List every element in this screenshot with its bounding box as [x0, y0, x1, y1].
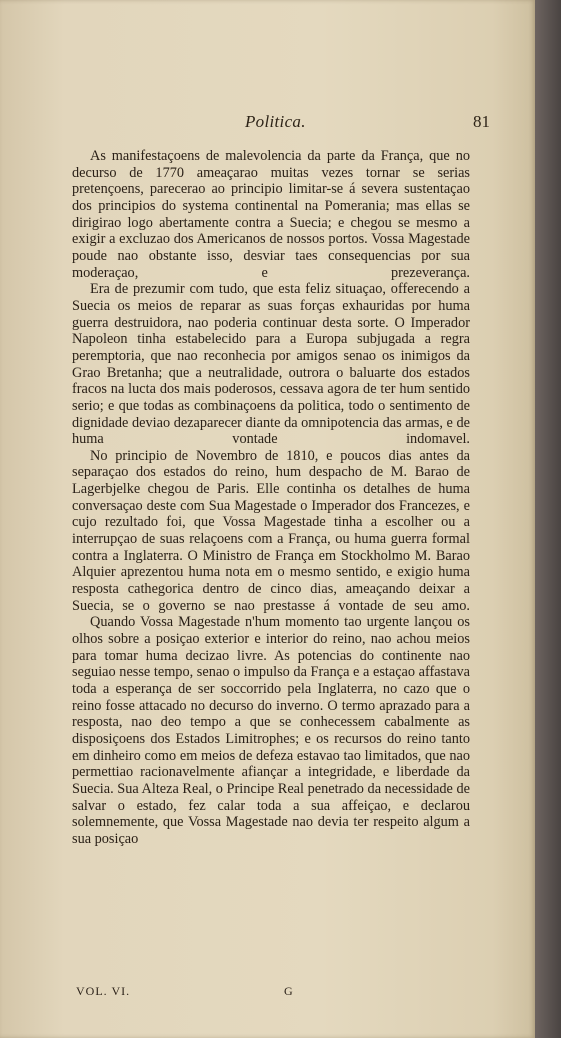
volume-label: VOL. VI.: [76, 984, 131, 998]
paragraph: As manifestaçoens de malevolencia da parte da França, que no decurso de 1770 ameaçarao muitas vezes tornar se serias pretençoens, parecerao ao principio limitar-se á severa sustentaçao dos principios do systema continental na Pomerania; mas ellas se dirigirao logo abertamente contra a Suecia; e chegou se mesmo a exigir a excluzao dos Americanos de nossos portos. Vossa Magestade poude nao obstante isso, desviar taes consequencias por sua moderaçao, e prezeverança.: [72, 148, 470, 281]
paragraph: Era de prezumir com tudo, que esta feliz situaçao, offerecendo a Suecia os meios de reparar as suas forças exhauridas por huma guerra destruidora, nao poderia continuar desta sorte. O Imperador Napoleon tinha estabelecido para a Europa subjugada a regra peremptoria, que nao reconhecia por amigos senao os inimigos da Grao Bretanha; que a neutralidade, outrora o baluarte dos estados fracos na lucta dos mais poderosos, cessava agora de ter hum sentido serio; e que todas as combinaçoens da politica, todo o sentimento de dignidade deviao dezaparecer diante da omnipotencia das armas, e de huma vontade indomavel.: [72, 281, 470, 448]
body-text: [72, 148, 470, 848]
running-head: [60, 112, 490, 134]
running-title: Politica.: [245, 112, 306, 131]
page-number: 81: [473, 112, 490, 131]
paragraph: No principio de Novembro de 1810, e poucos dias antes da separaçao dos estados do reino, hum despacho de M. Barao de Lagerbjelke chegou de Paris. Elle continha os detalhes de huma conversaçao deste com Sua Magestade o Imperador dos Francezes, e cujo rezultado foi, que Vossa Magestade tinha a escolher ou a interrupçao de suas relaçoens com a França, ou huma guerra formal contra a Inglaterra. O Ministro de França em Stockholmo M. Barao Alquier aprezentou huma nota em o mesmo sentido, e exigio huma resposta cathegorica dentro de cinco dias, ameaçando deixar a Suecia, se o governo se nao prestasse á vontade de seu amo.: [72, 447, 470, 614]
page-footer: [76, 984, 316, 1002]
signature-mark: G: [284, 984, 293, 998]
page-edge-shadow: [535, 0, 561, 1038]
paragraph: Quando Vossa Magestade n'hum momento tao urgente lançou os olhos sobre a posiçao exterior e interior do reino, nao achou meios para tomar huma decizao livre. As potencias do continente nao seguiao nesse tempo, senao o impulso da França e a estaçao affastava toda a esperança de ser soccorrido pela Inglaterra, no cazo que o reino fosse attacado no decurso do inverno. O termo aprazado para a resposta, nao deo tempo a que se conhecessem cabalmente as disposiçoens dos Estados Limitrophes; e os recursos do reino tanto em dinheiro como em meios de defeza estavao tao limitados, que nao permettiao racionavelmente afiançar a integridade, e liberdade da Suecia. Sua Alteza Real, o Principe Real penetrado da necessidade de salvar o estado, fez calar toda a sua affeiçao, e declarou solemnemente, que Vossa Magestade nao devia ter respeito algum a sua posiçao: [72, 614, 470, 847]
